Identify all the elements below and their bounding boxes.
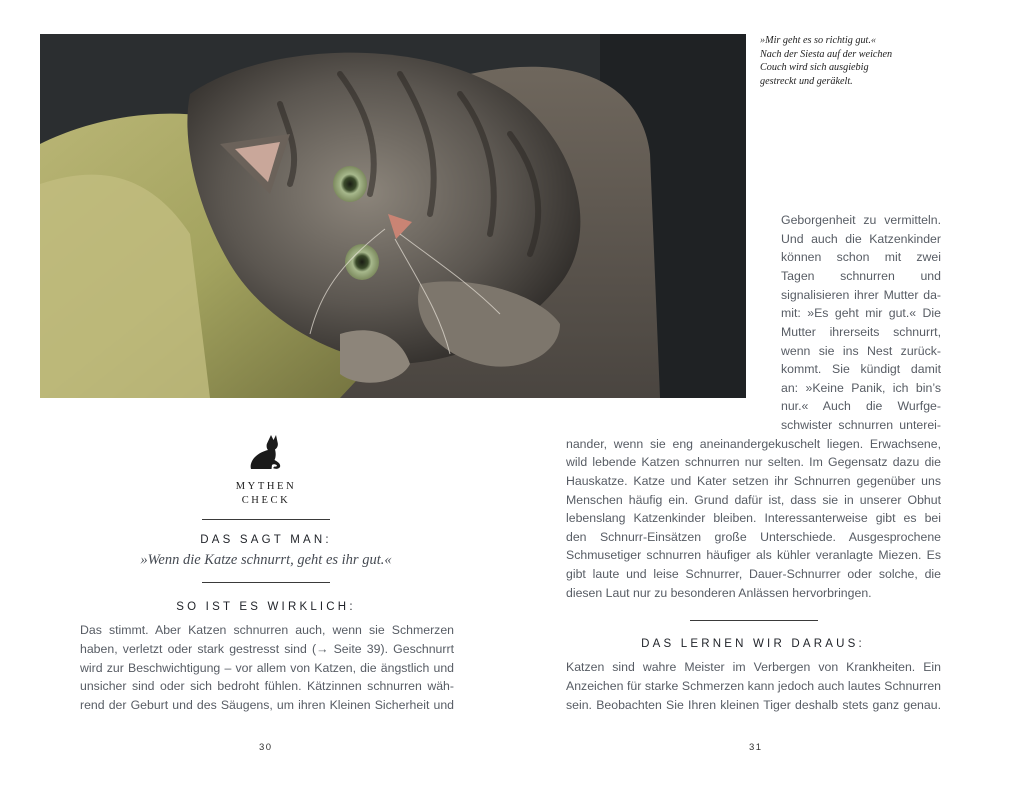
text-line: Tagen schnurren und (781, 269, 941, 283)
sagt-man-heading: DAS SAGT MAN: (200, 534, 332, 546)
text-line: haben, verletzt oder stark gestresst sind (→ Seite 39). Geschnurrt (80, 642, 454, 656)
text-line: den Schnurr-Einsätzen große Unterschiede. Ausgesprochene (566, 530, 941, 544)
text-line: diesen Laut nur zu besonderen Anlässen hervorbringen. (566, 586, 872, 600)
check-line: CHECK (241, 495, 291, 506)
text-line: schwister schnurren unterei- (781, 418, 941, 432)
mythen-line: MYTHEN (235, 481, 297, 492)
text-line: Anzeichen für starke Schmerzen kann jedoch auch lautes Schnurren (566, 679, 941, 693)
text-line: kommt. Sie kündigt damit (781, 362, 941, 376)
text-line: Geborgenheit zu vermitteln. (781, 213, 941, 227)
text-line: nander, wenn sie eng aneinandergekuschelt liegen. Erwachsene, (566, 437, 941, 451)
cat-photo-illustration (40, 34, 746, 398)
caption-line: gestreckt und geräkelt. (760, 75, 853, 87)
page-number-right: 31 (749, 742, 763, 753)
text-line: Das stimmt. Aber Katzen schnurren auch, wenn sie Schmerzen (80, 623, 454, 637)
text-line: sein. Beobachten Sie Ihren kleinen Tiger deshalb stets ganz genau. (566, 698, 941, 712)
text-line: rend der Geburt und des Säugens, um ihren Kleinen Sicherheit und (80, 698, 454, 712)
lernen-heading: DAS LERNEN WIR DARAUS: (641, 638, 865, 650)
caption-line: Nach der Siesta auf der weichen (760, 48, 893, 60)
text-line: Hauskatze. Katze und Kater setzen ihr Schnurren gegenüber uns (566, 474, 941, 488)
text-line: Schmusetiger schnurren häufiger als kühler veranlagte Miezen. Es (566, 548, 941, 562)
text-line: wird zur Beschwichtigung – vor allem von Katzen, die ängstlich und (80, 661, 454, 675)
divider (202, 582, 330, 583)
text-line: Mutter ihrerseits schnurrt, (781, 325, 941, 339)
divider (690, 620, 818, 621)
text-line: an: »Keine Panik, ich bin’s (781, 381, 941, 395)
cat-silhouette-icon (247, 433, 283, 471)
cat-photo (40, 34, 746, 398)
text-line: unsicher sind oder sich bedroht fühlen. Kätzinnen schnurren wäh- (80, 679, 454, 693)
myth-quote: »Wenn die Katze schnurrt, geht es ihr gut.« (140, 552, 392, 568)
photo-caption (760, 34, 940, 88)
divider (202, 519, 330, 520)
text-line: mit: »Es geht mir gut.« Die (781, 306, 941, 320)
text-line: Katzen sind wahre Meister im Verbergen von Krankheiten. Ein (566, 660, 941, 674)
page-number-left: 30 (259, 742, 273, 753)
text-line: gibt laute und leise Schnurrer, Dauer-Schnurrer oder solche, die (566, 567, 941, 581)
text-line: können schon mit zwei (781, 250, 941, 264)
text-line: wild lebende Katzen schnurren nur selten. Im Gegensatz dazu die (566, 455, 941, 469)
mythen-check-label (206, 480, 326, 508)
text-line: Und auch die Katzenkinder (781, 232, 941, 246)
text-line: nur.« Auch die Wurfge- (781, 399, 941, 413)
text-line: lebenslang Katzenkinder bleiben. Interessanterweise gibt es bei (566, 511, 941, 525)
text-line: wenn sie ins Nest zurück- (781, 344, 941, 358)
ist-es-wirklich-heading: SO IST ES WIRKLICH: (176, 601, 356, 613)
caption-line: Couch wird sich ausgiebig (760, 62, 869, 74)
text-line: signalisieren ihrer Mutter da- (781, 288, 941, 302)
caption-line: »Mir geht es so richtig gut.« (760, 35, 877, 46)
text-line: Menschen häufig ein. Grund dafür ist, dass sie in unserer Obhut (566, 493, 941, 507)
